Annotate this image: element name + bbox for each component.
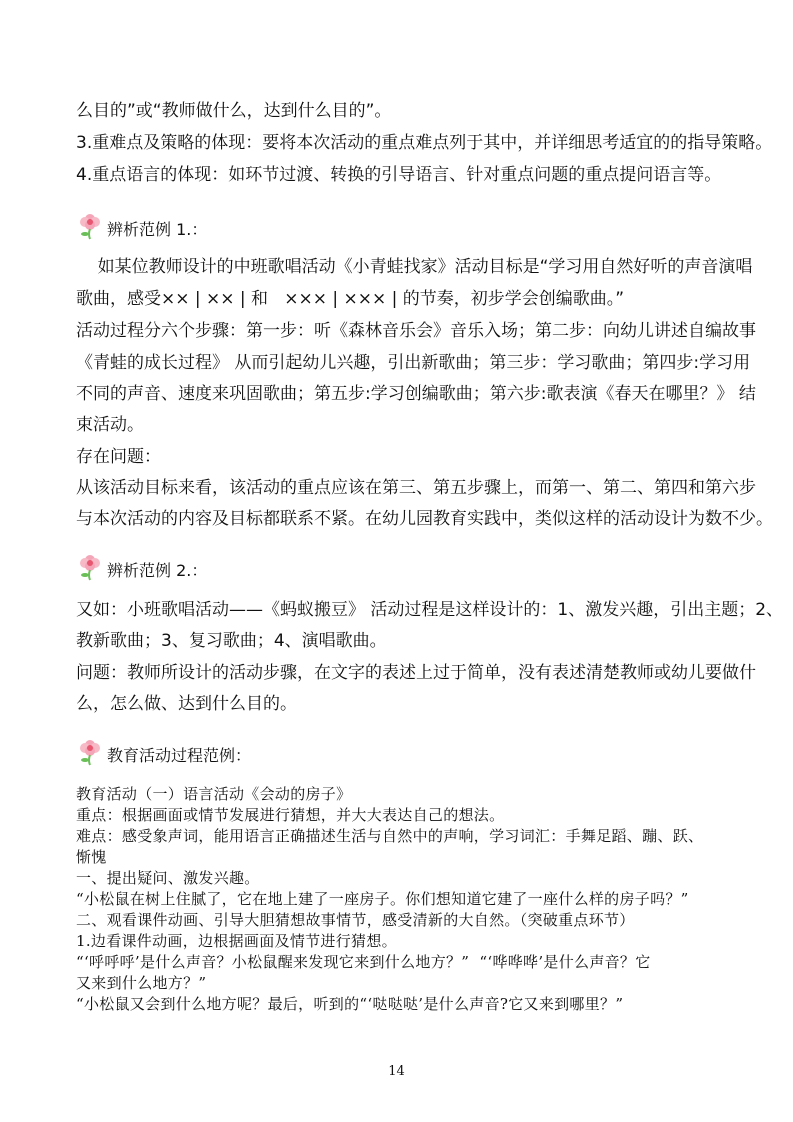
text-line: 又如：小班歌唱活动——《蚂蚁搬豆》 活动过程是这样设计的：1、激发兴趣，引出主题；2、 [76,600,784,620]
text-line: 束活动。 [76,415,144,435]
text-line: 二、观看课件动画、引导大胆猜想故事情节，感受清新的大自然。（突破重点环节） [76,911,635,929]
text-line: 3.重难点及策略的体现：要将本次活动的重点难点列于其中，并详细思考适宜的的指导策略。 [76,133,773,153]
text-line: 教育活动（一）语言活动《会动的房子》 [76,785,352,803]
text-line: 不同的声音、速度来巩固歌曲；第五步:学习创编歌曲；第六步:歌表演《春天在哪里？》 结 [76,384,756,404]
text-line: 么目的”或“教师做什么，达到什么目的”。 [76,101,392,121]
text-line: 难点：感受象声词，能用语言正确描述生活与自然中的声响，学习词汇：手舞足蹈、蹦、跃、 [76,827,704,845]
text-line: 重点：根据画面或情节发展进行猜想，并大大表达自己的想法。 [76,806,505,824]
text-line: 问题：教师所设计的活动步骤，在文字的表述上过于简单，没有表述清楚教师或幼儿要做什 [76,663,756,683]
section-heading [76,208,207,242]
text-line: “小松鼠在树上住腻了，它在地上建了一座房子。你们想知道它建了一座什么样的房子吗？” [76,890,689,908]
text-line: 歌曲，感受×× | ×× | 和 ××× | ××× | 的节奏，初步学会创编歌曲。” [76,289,625,309]
flower-icon [76,551,104,581]
text-line: 1.边看课件动画，边根据画面及情节进行猜想。 [76,932,397,950]
text-line: 一、提出疑问、激发兴趣。 [76,869,260,887]
text-line: 惭愧 [76,848,107,866]
text-line: 如某位教师设计的中班歌唱活动《小青蛙找家》活动目标是“学习用自然好听的声音演唱 [76,257,753,277]
text-line: 从该活动目标来看，该活动的重点应该在第三、第五步骤上，而第一、第二、第四和第六步 [76,478,756,498]
text-line: 又来到什么地方？” [76,974,207,992]
text-line: 《青蛙的成长过程》 从而引起幼儿兴趣，引出新歌曲；第三步：学习歌曲；第四步:学习用 [76,353,751,373]
page-number: 14 [388,1064,405,1079]
section-heading-label: 辨析范例 1.： [107,219,208,239]
text-line: 活动过程分六个步骤：第一步：听《森林音乐会》音乐入场；第二步：向幼儿讲述自编故事 [76,321,756,341]
text-line: 与本次活动的内容及目标都联系不紧。在幼儿园教育实践中，类似这样的活动设计为数不少。 [76,509,773,529]
text-line: 么，怎么做、达到什么目的。 [76,694,297,714]
text-line: “‘呼呼呼’是什么声音？小松鼠醒来发现它来到什么地方？” “‘哗哗哗’是什么声音？它 [76,953,651,971]
section-heading-label: 教育活动过程范例： [107,745,252,765]
text-line: 4.重点语言的体现：如环节过渡、转换的引导语言、针对重点问题的重点提问语言等。 [76,165,722,185]
text-line: “小松鼠又会到什么地方呢？最后，听到的“‘哒哒哒’是什么声音?它又来到哪里？” [76,995,624,1013]
text-line: 存在问题： [76,447,161,467]
flower-icon [76,736,104,766]
text-line: 教新歌曲；3、复习歌曲；4、演唱歌曲。 [76,631,387,651]
section-heading-label: 辨析范例 2.： [107,560,208,580]
flower-icon [76,210,104,240]
section-heading [76,734,251,768]
section-heading [76,549,207,583]
